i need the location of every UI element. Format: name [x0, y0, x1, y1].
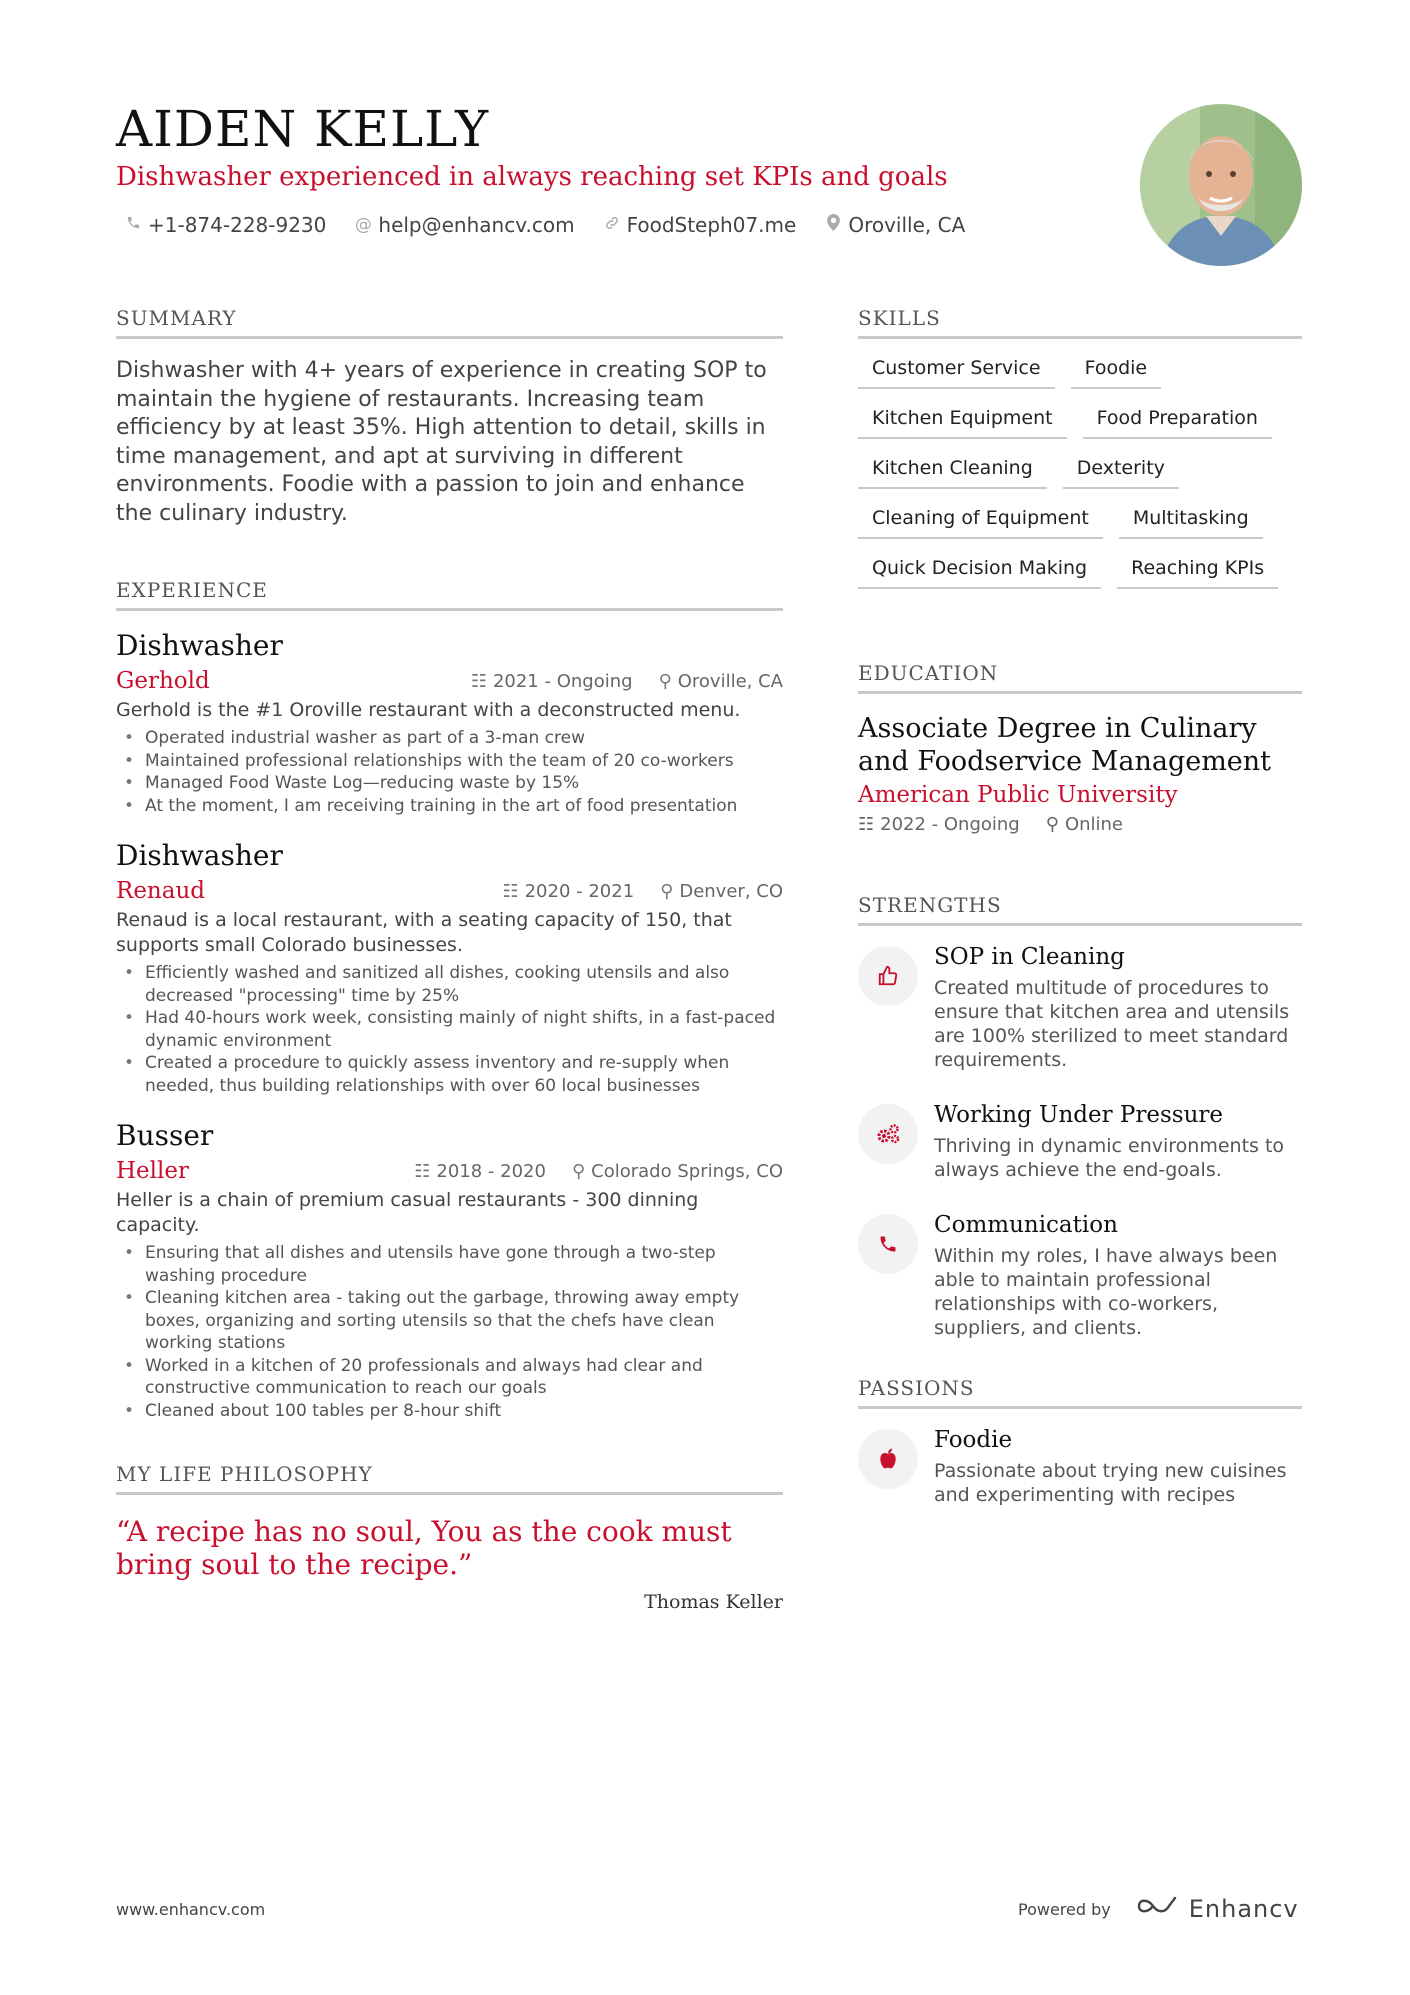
- powered-by-label: Powered by: [1018, 1899, 1111, 1919]
- experience-section: [116, 578, 783, 1422]
- summary-section: [116, 306, 783, 528]
- job-row: [116, 1158, 783, 1184]
- phone-icon: [858, 1214, 918, 1274]
- school-name: American Public University: [858, 782, 1178, 808]
- job-bullet: • At the moment, I am receiving training in the art of food presentation: [116, 795, 783, 818]
- job-bullets: [116, 1242, 783, 1422]
- skill-tag: Reaching KPIs: [1117, 557, 1278, 589]
- calendar-icon: ☷: [502, 880, 519, 902]
- company-name: Gerhold: [116, 668, 210, 694]
- job-location-text: Oroville, CA: [677, 670, 783, 692]
- strength-title: Communication: [934, 1212, 1118, 1238]
- strength-description: Within my roles, I have always been able to maintain professional relationships with co-workers, suppliers, and clients.: [934, 1245, 1278, 1339]
- strengths-section: [858, 893, 1302, 1340]
- job-meta: [414, 1161, 783, 1182]
- job-location: [659, 671, 783, 692]
- skill-tag: Multitasking: [1119, 507, 1263, 539]
- strength-title: Working Under Pressure: [934, 1102, 1224, 1128]
- location-pin-icon: ⚲: [658, 670, 672, 692]
- job-meta: [502, 881, 783, 902]
- apple-icon: [858, 1429, 918, 1489]
- education-heading: EDUCATION: [858, 661, 1302, 694]
- strength-content: [934, 1102, 1302, 1182]
- experience-heading: EXPERIENCE: [116, 578, 783, 611]
- link-icon: [603, 215, 621, 236]
- quote-author: Thomas Keller: [644, 1591, 783, 1613]
- enhancv-logo-icon: [1135, 1894, 1179, 1924]
- skill-tag: Kitchen Cleaning: [858, 457, 1047, 489]
- job-bullet: • Had 40-hours work week, consisting mainly of night shifts, in a fast-paced dynamic environment: [116, 1007, 783, 1052]
- location-pin-icon: ⚲: [660, 880, 674, 902]
- strength-item: [858, 1102, 1302, 1182]
- at-icon: @: [354, 215, 372, 235]
- skills-list: [858, 357, 1288, 589]
- strength-content: [934, 1212, 1302, 1340]
- strength-description: Thriving in dynamic environments to always achieve the end-goals.: [934, 1135, 1285, 1181]
- job-location-text: Colorado Springs, CO: [591, 1160, 783, 1182]
- skills-section: [858, 306, 1302, 589]
- phone-icon: [124, 215, 142, 235]
- strength-item: [858, 944, 1302, 1072]
- summary-heading: SUMMARY: [116, 306, 783, 339]
- passion-content: [934, 1427, 1302, 1507]
- location-pin-icon: ⚲: [571, 1160, 586, 1182]
- job-bullet: • Worked in a kitchen of 20 professionals and always had clear and constructive communication to reach our goals: [116, 1355, 783, 1400]
- job-dates: [471, 671, 633, 692]
- location-pin-icon: [824, 214, 842, 236]
- gears-icon: [858, 1104, 918, 1164]
- passions-heading: PASSIONS: [858, 1376, 1302, 1409]
- philosophy-section: [116, 1462, 783, 1613]
- philosophy-heading: MY LIFE PHILOSOPHY: [116, 1462, 783, 1495]
- education-meta: [858, 814, 1302, 835]
- education-section: [858, 661, 1302, 835]
- job-location: [660, 881, 783, 902]
- brand-name: Enhancv: [1188, 1895, 1299, 1923]
- footer-website[interactable]: www.enhancv.com: [116, 1900, 266, 1919]
- right-column: [858, 306, 1302, 1537]
- skill-tag: Cleaning of Equipment: [858, 507, 1103, 539]
- company-name: Renaud: [116, 878, 205, 904]
- job-location: [572, 1161, 783, 1182]
- education-location-text: Online: [1064, 814, 1123, 835]
- thumbs-up-icon: [858, 946, 918, 1006]
- strength-description: Created multitude of procedures to ensure that kitchen area and utensils are 100% sterilized to meet standard requirements.: [934, 977, 1290, 1071]
- location-pin-icon: ⚲: [1045, 814, 1059, 835]
- skill-tag: Food Preparation: [1083, 407, 1272, 439]
- skills-heading: SKILLS: [858, 306, 1302, 339]
- calendar-icon: ☷: [414, 1160, 431, 1182]
- footer-branding: [1018, 1894, 1299, 1924]
- brand-logo[interactable]: [1135, 1894, 1299, 1924]
- job-bullets: [116, 962, 783, 1097]
- passion-description: Passionate about trying new cuisines and experimenting with recipes: [934, 1460, 1287, 1506]
- job-bullet: • Cleaning kitchen area - taking out the garbage, throwing away empty boxes, organizing and sorting utensils so that the chefs have clean working stations: [116, 1287, 783, 1355]
- strength-content: [934, 944, 1302, 1072]
- job-title: Dishwasher: [116, 839, 283, 872]
- job-dates: [414, 1161, 546, 1182]
- email-text[interactable]: help@enhancv.com: [378, 213, 575, 237]
- job-bullets: [116, 727, 783, 817]
- headline: Dishwasher experienced in always reaching set KPIs and goals: [116, 162, 948, 192]
- job-dates-text: 2018 - 2020: [436, 1160, 546, 1182]
- contact-website: [603, 213, 797, 237]
- passion-item: [858, 1427, 1302, 1507]
- philosophy-quote: “A recipe has no soul, You as the cook must bring soul to the recipe.”: [116, 1515, 732, 1581]
- job-meta: [471, 671, 783, 692]
- strength-title: SOP in Cleaning: [934, 944, 1125, 970]
- experience-entry: [116, 629, 783, 817]
- candidate-name: AIDEN KELLY: [116, 100, 490, 158]
- experience-entry: [116, 839, 783, 1097]
- job-location-text: Denver, CO: [679, 880, 783, 902]
- job-bullet: • Created a procedure to quickly assess inventory and re-supply when needed, thus building relationships with over 60 local businesses: [116, 1052, 783, 1097]
- skill-tag: Customer Service: [858, 357, 1055, 389]
- job-title: Dishwasher: [116, 629, 283, 662]
- skill-tag: Dexterity: [1063, 457, 1179, 489]
- job-dates: [502, 881, 634, 902]
- job-bullet: • Efficiently washed and sanitized all dishes, cooking utensils and also decreased "processing" time by 25%: [116, 962, 783, 1007]
- contact-location: [824, 213, 965, 237]
- job-dates-text: 2020 - 2021: [524, 880, 635, 902]
- degree-title: Associate Degree in Culinary and Foodservice Management: [858, 713, 1272, 777]
- calendar-icon: ☷: [470, 670, 487, 692]
- job-bullet: • Ensuring that all dishes and utensils have gone through a two-step washing procedure: [116, 1242, 783, 1287]
- job-description: Heller is a chain of premium casual restaurants - 300 dinning capacity.: [116, 1189, 699, 1236]
- skill-tag: Foodie: [1071, 357, 1162, 389]
- job-description: Gerhold is the #1 Oroville restaurant with a deconstructed menu.: [116, 699, 741, 721]
- education-location: [1046, 814, 1123, 835]
- skill-tag: Quick Decision Making: [858, 557, 1101, 589]
- profile-photo: [1140, 104, 1302, 266]
- location-text: Oroville, CA: [848, 213, 966, 237]
- education-dates: [858, 814, 1020, 835]
- job-row: [116, 668, 783, 694]
- experience-entry: [116, 1119, 783, 1422]
- job-dates-text: 2021 - Ongoing: [492, 670, 633, 692]
- education-dates-text: 2022 - Ongoing: [880, 814, 1020, 835]
- calendar-icon: ☷: [858, 814, 875, 835]
- phone-text[interactable]: +1-874-228-9230: [148, 213, 327, 237]
- contact-phone: [124, 213, 326, 237]
- job-title: Busser: [116, 1119, 214, 1152]
- job-bullet: • Operated industrial washer as part of a 3-man crew: [116, 727, 783, 750]
- job-bullet: • Maintained professional relationships with the team of 20 co-workers: [116, 750, 783, 773]
- skill-tag: Kitchen Equipment: [858, 407, 1067, 439]
- contact-bar: [124, 213, 965, 237]
- passions-section: [858, 1376, 1302, 1507]
- job-bullet: • Cleaned about 100 tables per 8-hour shift: [116, 1400, 783, 1423]
- passion-title: Foodie: [934, 1427, 1013, 1453]
- website-text[interactable]: FoodSteph07.me: [626, 213, 797, 237]
- company-name: Heller: [116, 1158, 189, 1184]
- contact-email: [354, 213, 574, 237]
- summary-text: Dishwasher with 4+ years of experience in creating SOP to maintain the hygiene of restaurants. Increasing team efficiency by at least 35%. High attention to detail, skills in time management, and apt at surviving in different environments. Foodie with a passion to join and enhance the culinary industry.: [116, 358, 767, 526]
- job-row: [116, 878, 783, 904]
- left-column: [116, 306, 783, 1613]
- strength-item: [858, 1212, 1302, 1340]
- job-bullet: • Managed Food Waste Log—reducing waste by 15%: [116, 772, 783, 795]
- job-description: Renaud is a local restaurant, with a seating capacity of 150, that supports small Colorado businesses.: [116, 909, 732, 956]
- strengths-heading: STRENGTHS: [858, 893, 1302, 926]
